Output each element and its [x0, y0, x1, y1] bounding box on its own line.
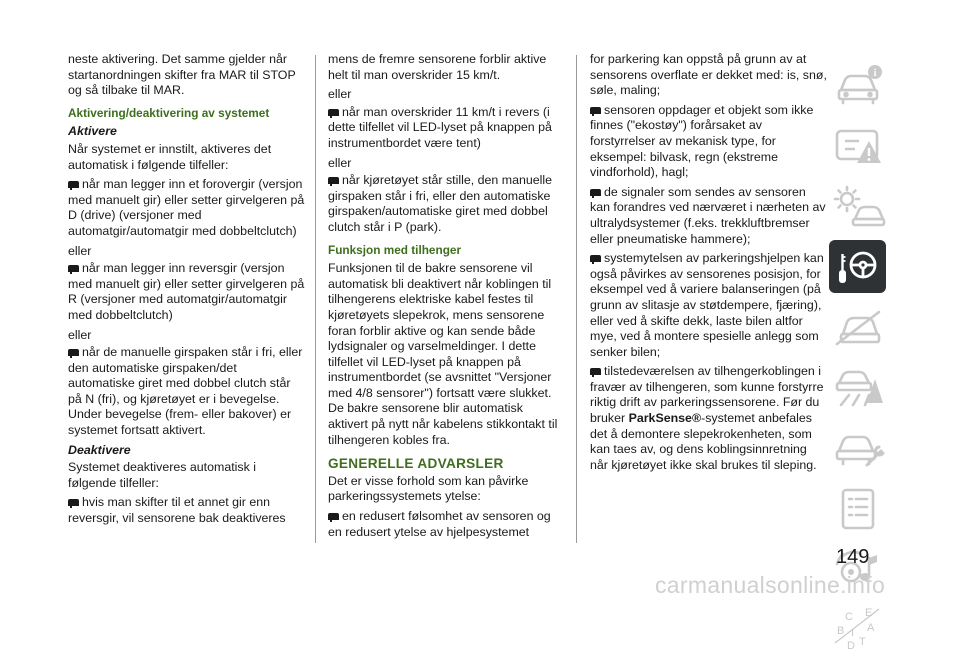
column-divider: [315, 55, 316, 543]
subheading-activate: Aktivere: [68, 124, 117, 139]
car-bullet-icon: [590, 255, 601, 262]
car-bullet-icon: [68, 349, 79, 356]
tab-car-info[interactable]: [829, 58, 886, 111]
page-number: 149: [836, 546, 870, 568]
car-bullet-icon: [590, 189, 601, 196]
bullet-item: en redusert følsomhet av sensoren og en redusert ytelse av hjelpesystemet: [328, 509, 551, 539]
dashboard-warning-icon: [829, 119, 886, 172]
tab-index-letters[interactable]: [829, 603, 886, 656]
car-bullet-icon: [68, 265, 79, 272]
index-letters-icon: [829, 603, 886, 656]
column-2: [328, 52, 564, 544]
lights-sun-icon: [829, 179, 886, 232]
index-letter: C: [845, 610, 853, 623]
or-text: eller: [328, 87, 352, 102]
paragraph: Systemet deaktiveres automatisk i følgende tilfeller:: [68, 460, 257, 490]
bullet-item: hvis man skifter til et annet gir enn reversgir, vil sensorene bak deaktiveres: [68, 495, 286, 526]
tab-safety-car[interactable]: [829, 300, 886, 353]
index-letter: D: [847, 639, 855, 652]
tab-key-steering[interactable]: [829, 240, 886, 293]
tab-dashboard-warning[interactable]: [829, 119, 886, 172]
index-letter: B: [837, 624, 845, 637]
bullet-item: de signaler som sendes av sensoren kan forandres ved nærværet i nærheten av ultralydsystemer (f.eks. trekkluftbremser eller pneumatiske hammere);: [590, 184, 826, 246]
or-text: eller: [328, 155, 352, 170]
tab-roadside-car[interactable]: [829, 361, 886, 414]
index-letter: T: [859, 635, 866, 648]
bullet-item: når man legger inn et forovergir (versjon med manuelt gir) eller setter girvelgeren på D (drive) (versjoner med automatgir/automatgir med dobbeltclutch): [68, 177, 305, 238]
section-heading-trailer: Funksjon med tilhenger: [328, 242, 462, 257]
tab-service-wrench[interactable]: [829, 421, 886, 474]
specifications-list-icon: [829, 482, 886, 535]
car-bullet-icon: [68, 499, 79, 506]
subheading-deactivate: Deaktivere: [68, 442, 131, 457]
paragraph: Det er visse forhold som kan påvirke parkeringssystemets ytelse:: [328, 473, 529, 504]
car-bullet-icon: [68, 181, 79, 188]
tab-specifications-list[interactable]: [829, 482, 886, 535]
paragraph: mens de fremre sensorene forblir aktive helt til man overskrider 15 km/t.: [328, 52, 547, 82]
bullet-item: når kjøretøyet står stille, den manuelle girspaken står i fri, eller den automatiske girspaken/automatiske giret med dobbel clutch står i P (park).: [328, 173, 553, 234]
bullet-item: når man overskrider 11 km/t i revers (i dette tilfellet vil LED-lyset på knappen på instrumentbordet være tent): [328, 104, 552, 150]
bullet-item: systemytelsen av parkeringshjelpen kan også påvirkes av sensorenes posisjon, for eksempel ved å variere balanseringen (på grunn av slitasje av støtdempere, fjæring), eller ved å skifte dekk, laste bilen altfor mye, ved å montere spesielle anlegg som senker bilen;: [590, 251, 824, 359]
roadside-car-icon: [829, 361, 886, 414]
car-bullet-icon: [328, 177, 339, 184]
bullet-item: tilstedeværelsen av tilhengerkoblingen i fravær av tilhengeren, som kunne forstyrre riktig drift av parkeringssensorene. Før du bruker ParkSense®-systemet anbefales det å demontere slepekrokenheten, som kan taes av, og dens koblingsinnretning når kjøretøyet ikke skal brukes til sleping.: [590, 364, 824, 472]
car-bullet-icon: [328, 513, 339, 520]
index-letter: A: [867, 621, 875, 634]
section-heading-activation: Aktivering/deaktivering av systemet: [68, 105, 270, 120]
car-info-icon: [829, 58, 886, 111]
or-text: eller: [68, 327, 92, 342]
column-divider: [576, 55, 577, 543]
paragraph: Funksjonen til de bakre sensorene vil automatisk bli deaktivert når koblingen til tilhengerens elektriske kabel festes til kjøretøyets slepekrok, mens sensorene foran forblir aktive og kan sende både lydsignaler og varselmeldinger. I dette tilfellet vil LED-lyset på knappen på instrumentbordet (se avsnittet "Versjoner med 4/8 sensorer") fortsatt være slukket. De bakre sensorene blir automatisk aktivert på nytt når kabelens stikkontakt til tilhengeren kobles fra.: [328, 261, 558, 447]
key-steering-icon: [829, 240, 886, 293]
brand-name: ParkSense®: [628, 411, 702, 426]
tab-lights-sun[interactable]: [829, 179, 886, 232]
car-bullet-icon: [590, 368, 601, 375]
column-3: [590, 52, 828, 477]
column-1: [68, 52, 305, 531]
safety-car-icon: [829, 300, 886, 353]
or-text: eller: [68, 243, 92, 258]
bullet-item: når de manuelle girspaken står i fri, eller den automatiske girspaken/det automatiske giret med dobbel clutch står på N (fri), og kjøretøyet er i bevegelse. Under bevegelse (frem- eller bakover) er systemet fortsatt aktivert.: [68, 345, 303, 438]
watermark: carmanualsonline.info: [655, 572, 886, 598]
service-wrench-icon: [829, 421, 886, 474]
svg-text:i: i: [873, 68, 877, 79]
car-bullet-icon: [328, 109, 339, 116]
index-letter: I: [851, 626, 855, 639]
paragraph: Når systemet er innstilt, aktiveres det automatisk i følgende tilfeller:: [68, 141, 272, 172]
bullet-item: sensoren oppdager et objekt som ikke finnes ("ekostøy") forårsaket av forstyrrelser av mekanisk type, for eksempel: bilvask, regn (ekstreme vindforhold), hagl;: [590, 102, 814, 180]
paragraph: for parkering kan oppstå på grunn av at sensorens overflate er dekket med: is, snø, søle, maling;: [590, 52, 827, 98]
index-letter: E: [865, 606, 873, 619]
car-bullet-icon: [590, 107, 601, 114]
paragraph: neste aktivering. Det samme gjelder når startanordningen skifter fra MAR til STOP og så tilbake til MAR.: [68, 52, 296, 98]
bullet-item: når man legger inn reversgir (versjon med manuelt gir) eller setter girvelgeren på R (versjoner med automatgir/automatgir med dobbeltclutch): [68, 261, 305, 322]
section-heading-warnings: GENERELLE ADVARSLER: [328, 456, 504, 472]
